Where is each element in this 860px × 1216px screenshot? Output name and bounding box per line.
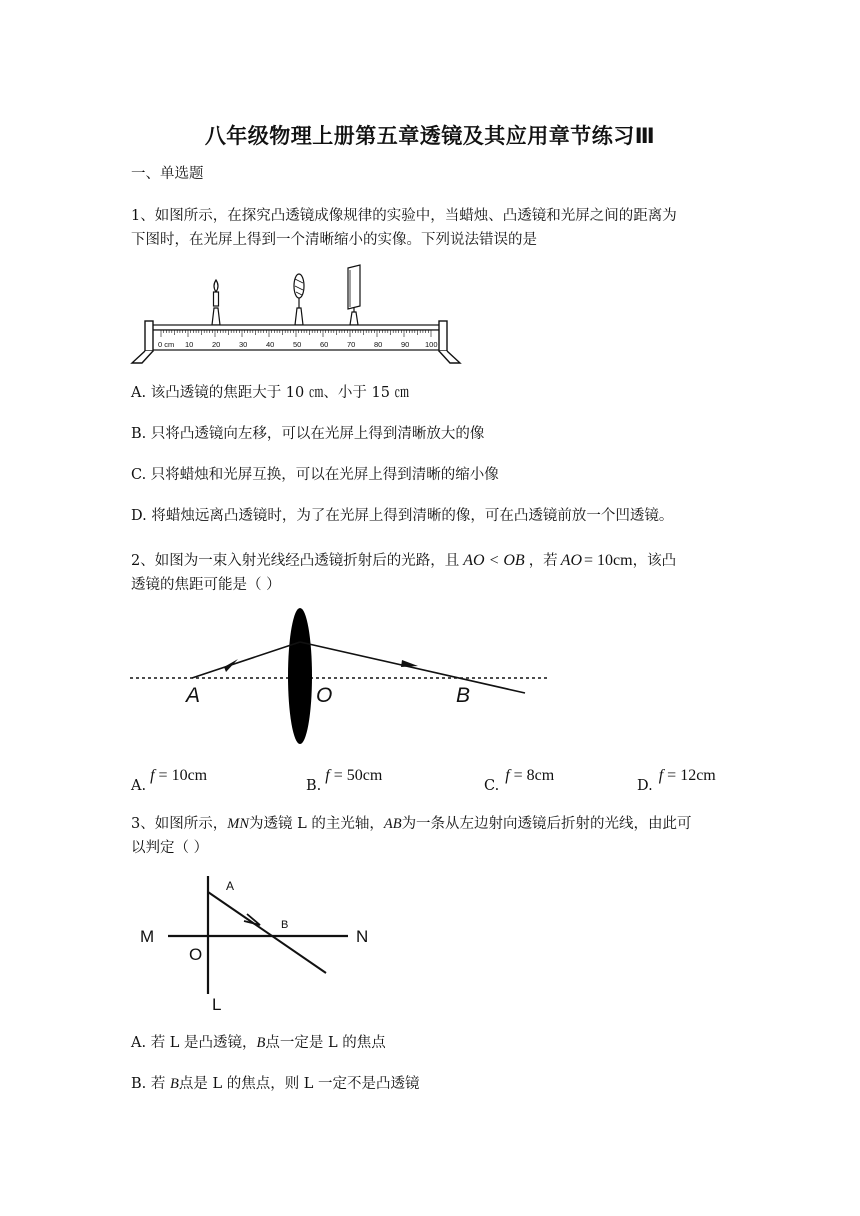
q2-condition-1: AO < OB [463,552,525,569]
q2-stem-line1 [131,549,676,573]
q2-option-d: D.f = 12cm [637,767,716,794]
q3-option-b: B. 若 B点是 L 的焦点，则 L 一定不是凸透镜 [131,1076,420,1092]
refraction-diagram [128,606,552,751]
q2-option-c: C.f = 8cm [484,767,555,794]
scale-label: 100 [425,340,438,349]
optical-bench-figure [128,262,468,366]
label-n: N [356,927,369,946]
scale-label: 30 [239,340,248,349]
q1-option-c: C. 只将蜡烛和光屏互换，可以在光屏上得到清晰的缩小像 [131,467,499,483]
label-m: M [140,927,155,946]
label-o: O [189,945,203,964]
page-title: 八年级物理上册第五章透镜及其应用章节练习Ⅲ [204,124,656,148]
label-a: A [226,879,235,893]
q2-stem-b: ，若 [528,553,558,569]
scale-label: 70 [347,340,356,349]
q3-stem-line2: 以判定（ ） [131,840,209,856]
q3-stem-line1: 3、如图所示，MN为透镜 L 的主光轴，AB为一条从左边射向透镜后折射的光线，由此可 [131,816,692,832]
q2-option-a: A.f = 10cm [131,767,208,794]
point-label-o: O [316,684,333,707]
section-heading: 一、单选题 [131,166,204,182]
q1-stem-line2: 下图时，在光屏上得到一个清晰缩小的实像。下列说法错误的是 [131,232,537,248]
q2-condition-2-val: = 10cm [584,552,633,569]
point-label-b: B [456,684,471,707]
q1-option-b: B. 只将凸透镜向左移，可以在光屏上得到清晰放大的像 [131,426,485,442]
scale-label: 80 [374,340,383,349]
lens-icon [288,608,312,744]
point-label-a: A [186,684,201,707]
q3-ab: AB [383,816,402,832]
label-l: L [212,995,222,1014]
q3-mn: MN [227,816,249,832]
scale-label: 60 [320,340,329,349]
light-screen-icon [348,265,360,325]
scale-label: 20 [212,340,221,349]
convex-lens-icon [294,274,304,325]
q2-stem-line2: 透镜的焦距可能是（ ） [131,577,281,593]
q2-stem-c: ，该凸 [632,553,677,569]
refracted-ray [300,642,525,693]
q2-condition-2-var: AO [560,552,583,569]
q3-option-a: A. 若 L 是凸透镜，B点一定是 L 的焦点 [131,1035,386,1051]
q1-stem-line1: 1、如图所示，在探究凸透镜成像规律的实验中，当蜡烛、凸透镜和光屏之间的距离为 [131,208,677,224]
q1-option-a: A. 该凸透镜的焦距大于 10 ㎝、小于 15 ㎝ [131,385,410,401]
lens-axis-diagram [136,870,382,1016]
scale-label: 40 [266,340,275,349]
scale-label: 0 cm [158,340,175,349]
scale-label: 50 [293,340,302,349]
candle-icon [212,280,220,325]
q1-option-d: D. 将蜡烛远离凸透镜时，为了在光屏上得到清晰的像，可在凸透镜前放一个凹透镜。 [131,508,674,524]
arrow-icon [224,659,238,672]
q2-option-b: B.f = 50cm [306,767,383,794]
scale-label: 10 [185,340,194,349]
arrow-icon [401,660,418,667]
q2-stem-a: 2、如图为一束入射光线经凸透镜折射后的光路，且 [131,553,460,569]
label-b: B [281,919,289,931]
incident-ray [192,642,300,678]
scale-label: 90 [401,340,410,349]
ray-ab [208,892,326,973]
